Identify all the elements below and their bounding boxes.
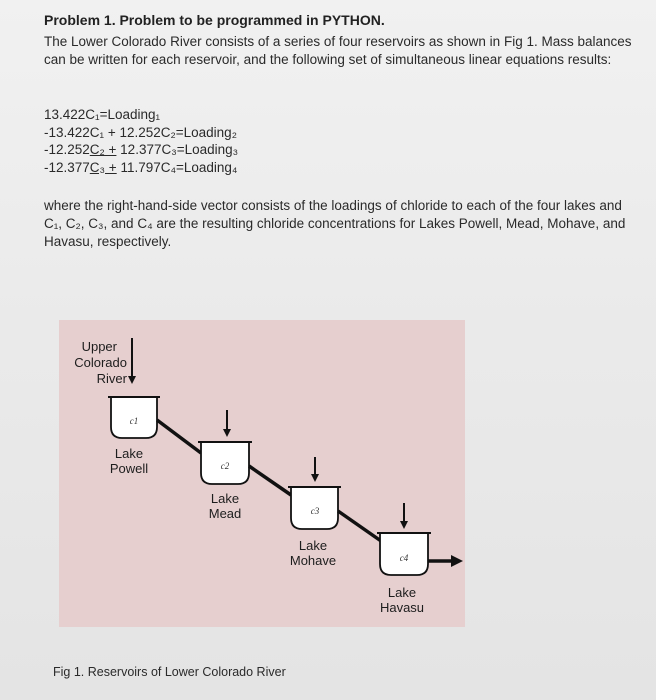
lake-havasu-label-2: Havasu: [379, 600, 425, 615]
equation-4-coef: -12.377: [44, 159, 90, 175]
equation-3-rest: 12.377C₃=Loading₃: [116, 142, 239, 157]
reservoir-mohave: [288, 487, 341, 529]
concentration-c2: c2: [220, 461, 230, 471]
equation-2: -13.422C₁ + 12.252C₂=Loading₂: [44, 124, 237, 140]
reservoir-powell: [108, 397, 160, 438]
equation-3-term: C₂ +: [89, 142, 117, 157]
concentration-c4: c4: [399, 553, 409, 563]
equation-list: [44, 106, 238, 176]
reservoir-mead: [198, 442, 252, 484]
flow-pipe-3: [338, 511, 381, 541]
lake-powell-label-2: Powell: [109, 461, 149, 476]
equation-4: [44, 159, 238, 177]
concentration-c3: c3: [310, 506, 320, 516]
lake-mead-label-2: Mead: [208, 506, 242, 521]
equation-3: [44, 141, 238, 159]
lake-mohave-label-1: Lake: [298, 538, 328, 553]
reservoir-havasu: [377, 533, 431, 575]
lake-mohave-label-2: Mohave: [289, 553, 337, 568]
equation-4-rest: 11.797C₄=Loading₄: [116, 159, 238, 175]
lake-mead-label-1: Lake: [210, 491, 240, 506]
inflow-label-line-2: Colorado: [74, 355, 127, 370]
equation-3-coef: -12.252: [44, 142, 90, 157]
inflow-label-line-1: Upper: [81, 339, 117, 354]
flow-pipe-2: [249, 466, 291, 495]
flow-pipe-1: [157, 420, 201, 453]
lake-powell-label-1: Lake: [114, 446, 144, 461]
reservoir-diagram: [59, 320, 465, 627]
lake-havasu-label-1: Lake: [387, 585, 417, 600]
reservoir-diagram-svg: [59, 320, 465, 627]
outflow-arrowhead: [451, 555, 463, 567]
figure-caption: Fig 1. Reservoirs of Lower Colorado River: [53, 665, 286, 679]
inflow-label-line-3: River: [96, 371, 127, 386]
equation-1: 13.422C₁=Loading₁: [44, 107, 161, 122]
explanation-paragraph: where the right-hand-side vector consists of the loadings of chloride to each of the four lakes and C₁, C₂, C₃, and C₄ are the resulting chloride concentrations for Lakes Powell, Mead, Mohave, and Havasu, respectively.: [44, 198, 626, 249]
problem-intro: The Lower Colorado River consists of a series of four reservoirs as shown in Fig 1. Mass balances can be written for each reservoir, and the following set of simultaneous linear equations results:: [44, 34, 632, 67]
concentration-c1: c1: [129, 416, 139, 426]
problem-title: Problem 1. Problem to be programmed in PYTHON.: [44, 12, 385, 28]
equation-4-term: C₃ +: [89, 159, 117, 175]
